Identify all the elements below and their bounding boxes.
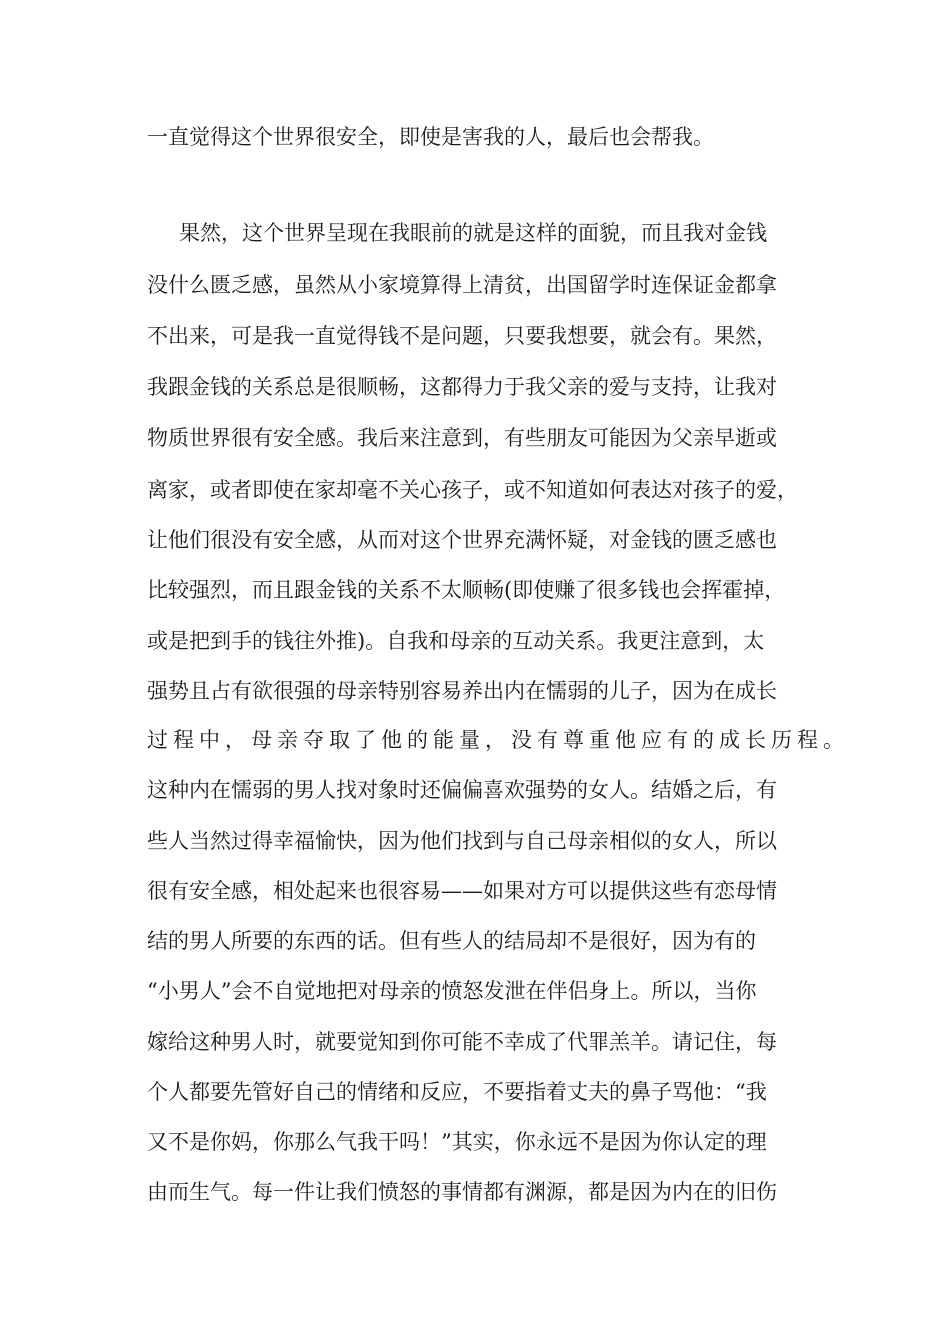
text-line: 比较强烈，而且跟金钱的关系不太顺畅(即使赚了很多钱也会挥霍掉，: [147, 578, 786, 602]
text-line: 没什么匮乏感，虽然从小家境算得上清贫，出国留学时连保证金都拿: [147, 273, 777, 297]
text-line: 强势且占有欲很强的母亲特别容易养出内在懦弱的儿子，因为在成长: [147, 679, 777, 703]
text-line: 我跟金钱的关系总是很顺畅，这都得力于我父亲的爱与支持，让我对: [147, 375, 777, 399]
text-line: 很有安全感，相处起来也很容易——如果对方可以提供这些有恋母情: [147, 879, 777, 903]
text-line: 让他们很没有安全感，从而对这个世界充满怀疑，对金钱的匮乏感也: [147, 528, 777, 552]
text-line: 果然，这个世界呈现在我眼前的就是这样的面貌，而且我对金钱: [179, 221, 767, 245]
text-line: “小男人”会不自觉地把对母亲的愤怒发泄在伴侣身上。所以，当你: [147, 979, 757, 1003]
text-line: 这种内在懦弱的男人找对象时还偏偏喜欢强势的女人。结婚之后，有: [147, 778, 777, 802]
text-line: 一直觉得这个世界很安全，即使是害我的人，最后也会帮我。: [147, 125, 714, 149]
text-line: 离家，或者即使在家却毫不关心孩子，或不知道如何表达对孩子的爱，: [147, 478, 798, 502]
text-line: 由而生气。每一件让我们愤怒的事情都有渊源，都是因为内在的旧伤: [147, 1180, 777, 1204]
text-line: 物质世界很有安全感。我后来注意到，有些朋友可能因为父亲早逝或: [147, 426, 777, 450]
text-line: 或是把到手的钱往外推)。自我和母亲的互动关系。我更注意到，太: [147, 629, 765, 653]
text-line: 不出来，可是我一直觉得钱不是问题，只要我想要，就会有。果然，: [147, 324, 777, 348]
text-line: 嫁给这种男人时，就要觉知到你可能不幸成了代罪羔羊。请记住，每: [147, 1030, 777, 1054]
text-line: 结的男人所要的东西的话。但有些人的结局却不是很好，因为有的: [147, 929, 756, 953]
text-line: 过程中，母亲夺取了他的能量，没有尊重他应有的成长历程。: [147, 728, 849, 752]
text-line: 些人当然过得幸福愉快，因为他们找到与自己母亲相似的女人，所以: [147, 829, 777, 853]
text-line: 又不是你妈，你那么气我干吗！”其实，你永远不是因为你认定的理: [147, 1130, 767, 1154]
text-line: 个人都要先管好自己的情绪和反应，不要指着丈夫的鼻子骂他：“我: [147, 1080, 767, 1104]
